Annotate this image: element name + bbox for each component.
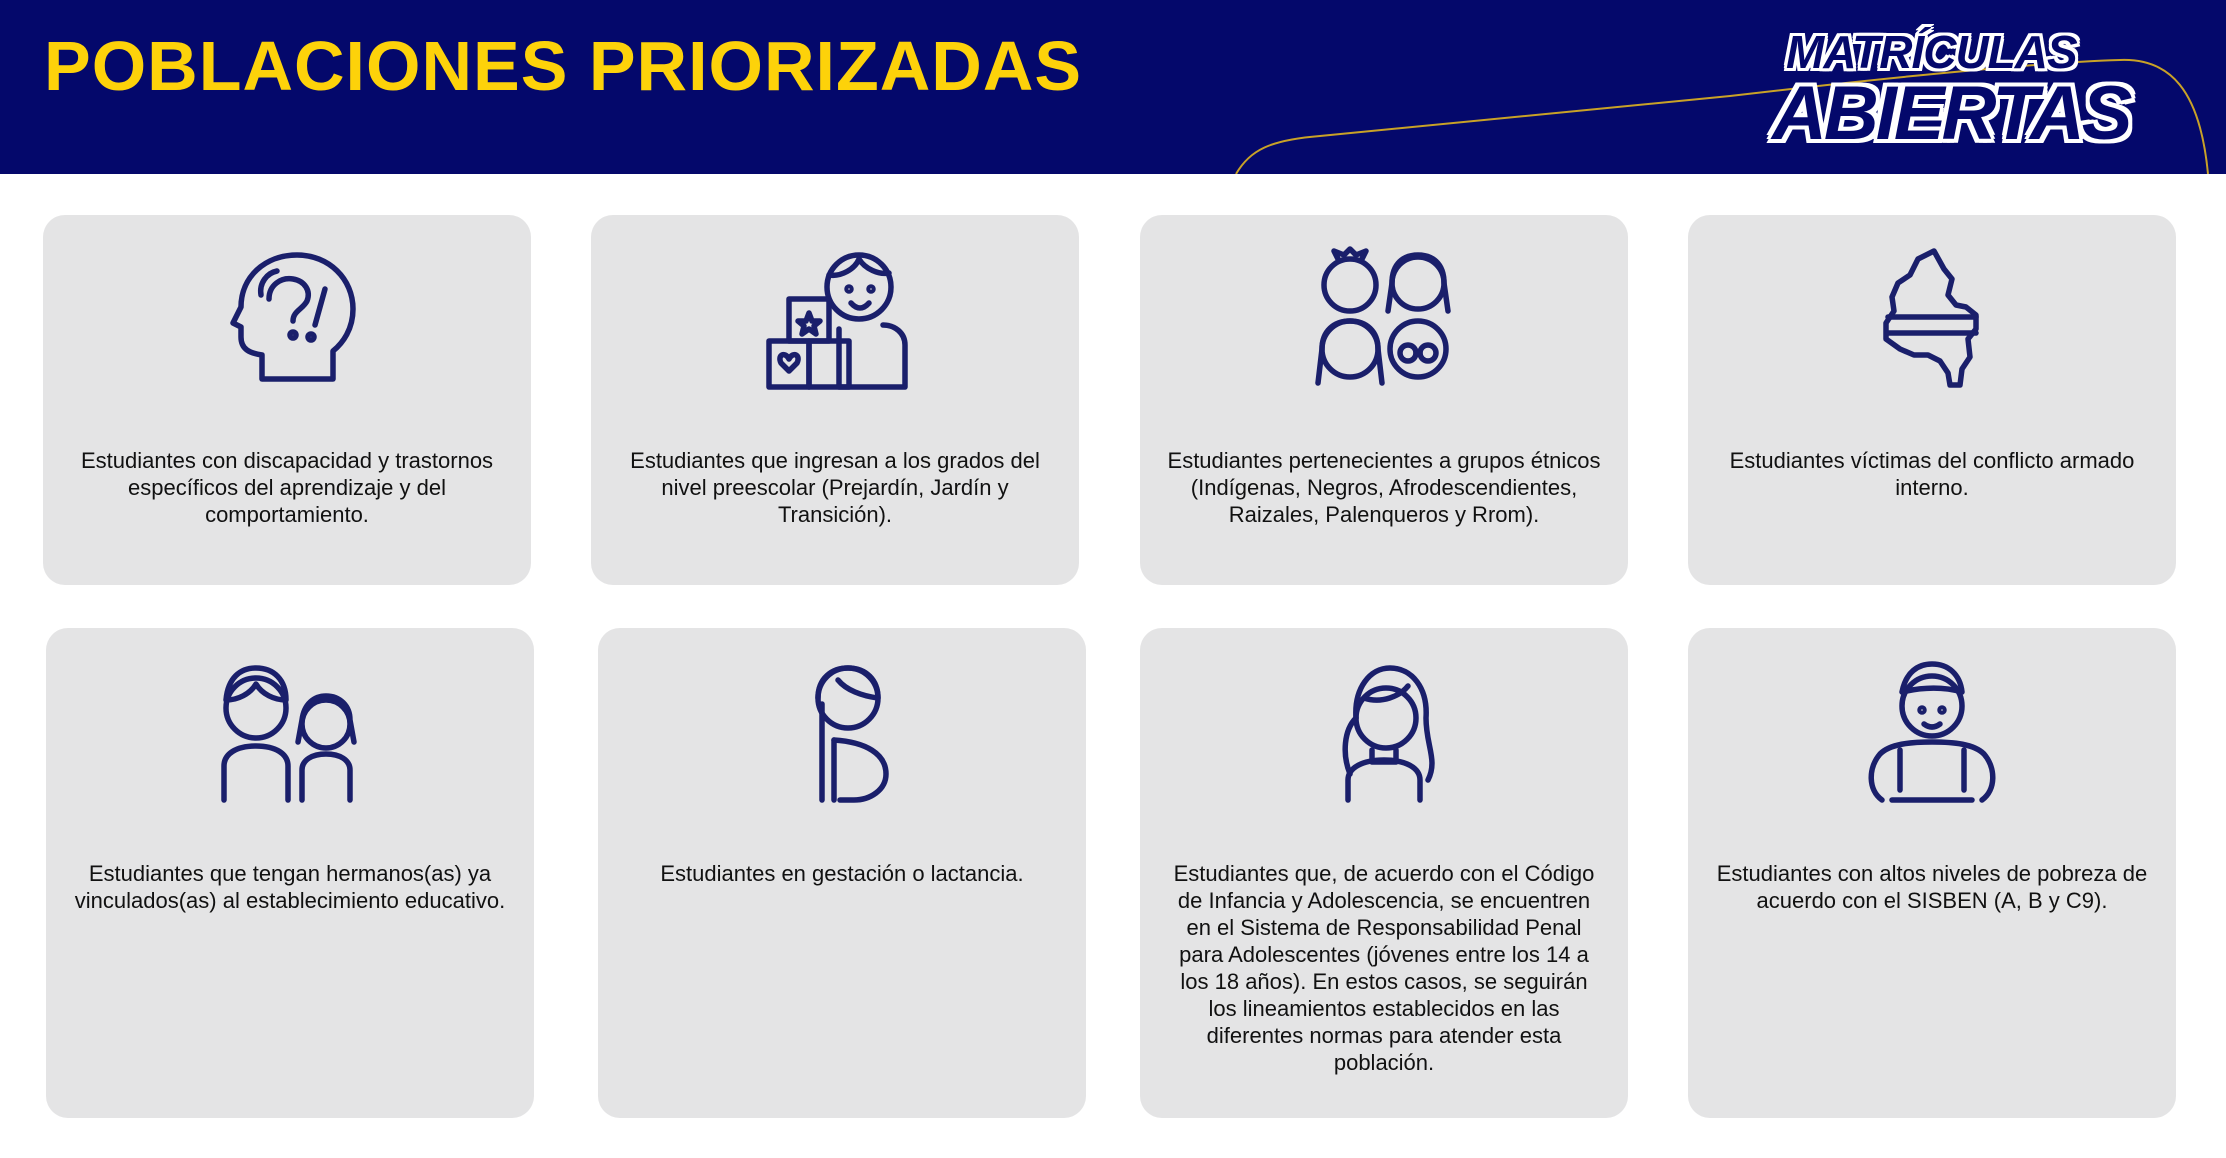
student-backpack-icon: [1852, 650, 2012, 810]
card-poverty: [1688, 628, 2176, 1118]
child-blocks-icon: [755, 237, 915, 397]
logo-line-1: MATRÍCULAS: [1786, 26, 2077, 78]
teen-girl-icon: [1304, 650, 1464, 810]
card-text: Estudiantes pertenecientes a grupos étnicos (Indígenas, Negros, Afrodescendientes, Raizales, Palenqueros y Rrom).: [1167, 448, 1601, 527]
header-banner: [0, 0, 2226, 174]
siblings-icon: [210, 650, 370, 810]
diverse-group-icon: [1304, 237, 1464, 397]
card-text: Estudiantes con altos niveles de pobreza de acuerdo con el SISBEN (A, B y C9).: [1716, 861, 2148, 913]
card-text: Estudiantes que, de acuerdo con el Código de Infancia y Adolescencia, se encuentren en el Sistema de Responsabilidad Penal para Adolescentes (jóvenes entre los 14 a los 18 años). En estos casos, se seguirán los lineamientos establecidos en las diferentes normas para atender esta población.: [1173, 861, 1595, 1075]
card-text: Estudiantes que tengan hermanos(as) ya vinculados(as) al establecimiento educativo.: [74, 861, 506, 913]
card-armed-conflict: [1688, 215, 2176, 585]
card-pregnancy: [598, 628, 1086, 1118]
card-preschool: [591, 215, 1079, 585]
colombia-map-icon: [1852, 237, 2012, 397]
card-text: Estudiantes que ingresan a los grados del nivel preescolar (Prejardín, Jardín y Transición).: [630, 448, 1040, 527]
matriculas-abiertas-logo: [1772, 26, 2130, 158]
page-title: POBLACIONES PRIORIZADAS: [44, 27, 1083, 105]
pregnant-woman-icon: [762, 650, 922, 810]
card-ethnic-groups: [1140, 215, 1628, 585]
logo-line-2: ABIERTAS: [1772, 71, 2130, 156]
head-question-icon: [207, 237, 367, 397]
card-text: Estudiantes en gestación o lactancia.: [660, 861, 1024, 886]
card-juvenile-justice: [1140, 628, 1628, 1118]
card-siblings: [46, 628, 534, 1118]
card-disability: [43, 215, 531, 585]
card-text: Estudiantes con discapacidad y trastornos específicos del aprendizaje y del comportamiento.: [80, 448, 494, 527]
card-text: Estudiantes víctimas del conflicto armado interno.: [1729, 448, 2135, 500]
